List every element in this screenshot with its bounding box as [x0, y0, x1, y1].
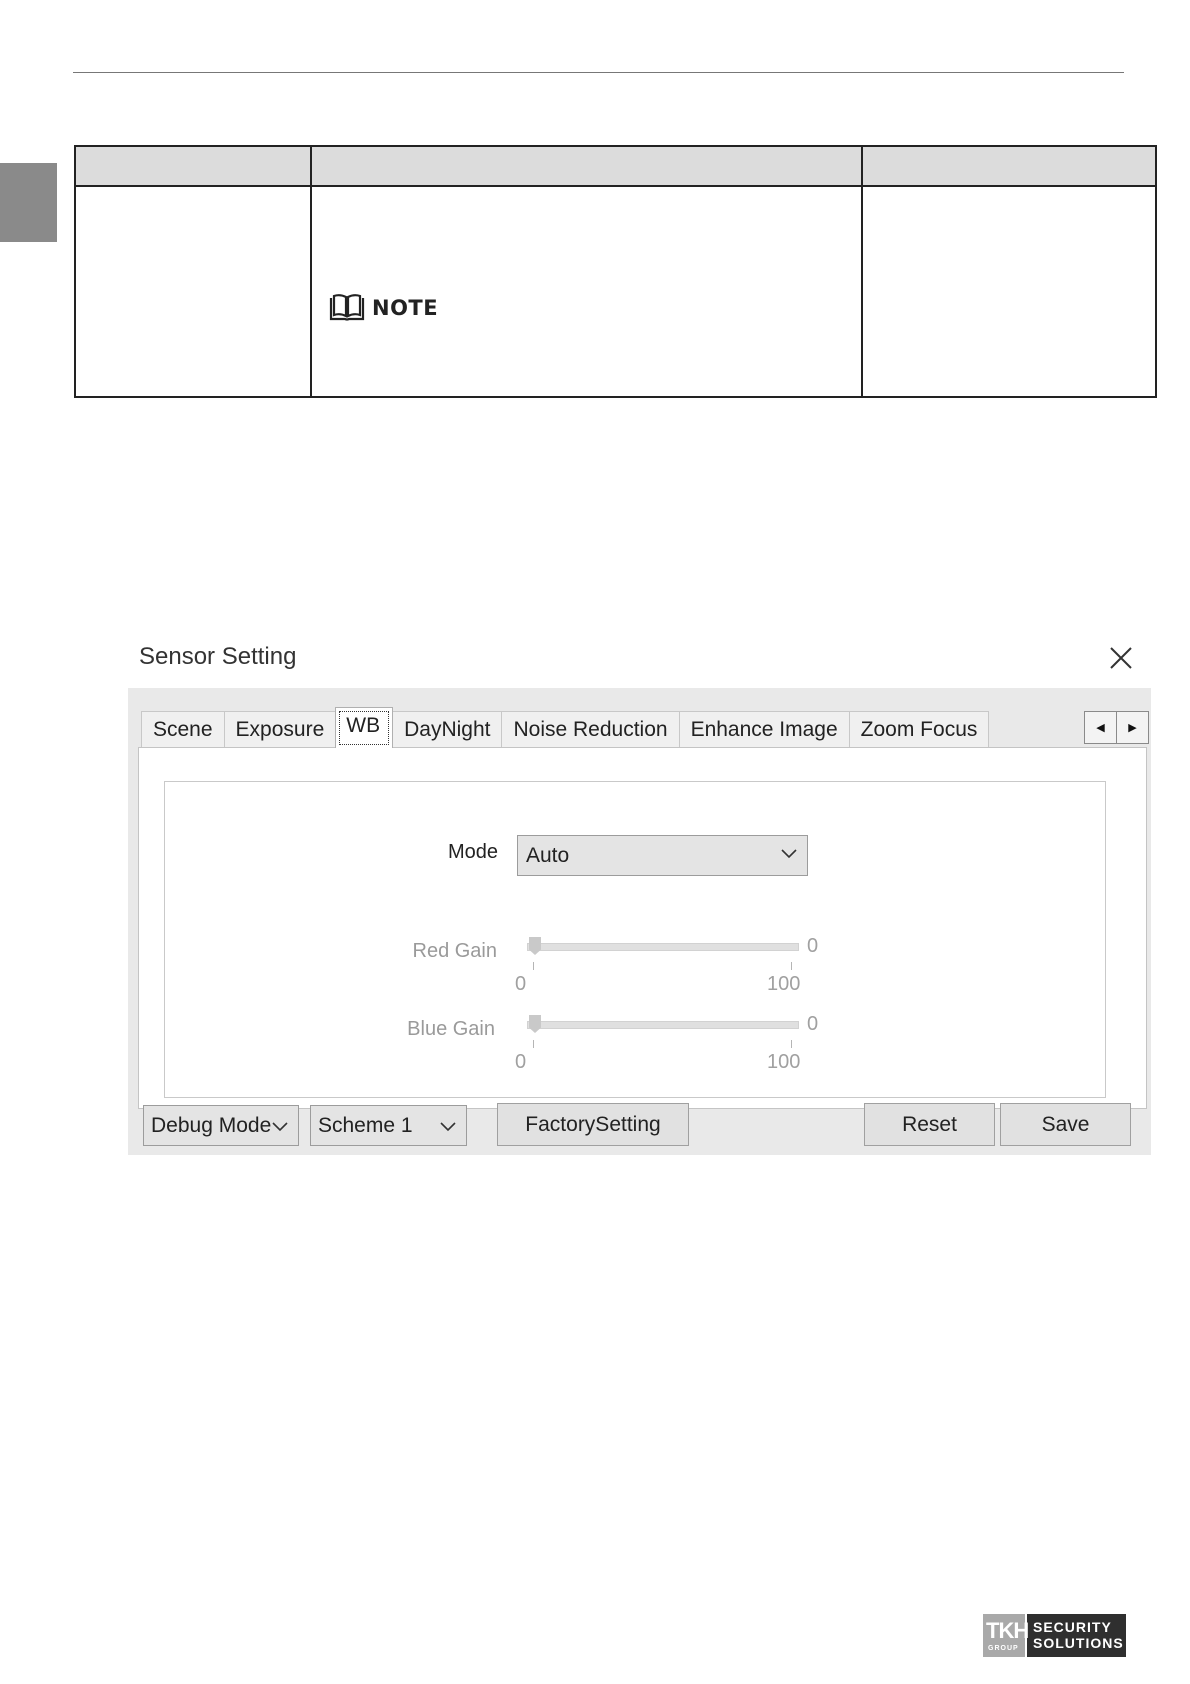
factory-setting-button[interactable]: FactorySetting — [497, 1103, 689, 1146]
blue-gain-max-label: 100 — [767, 1051, 801, 1073]
tab-scroll-left-button[interactable] — [1084, 711, 1117, 744]
blue-gain-min-label: 0 — [515, 1051, 527, 1073]
red-gain-value: 0 — [807, 935, 819, 957]
tab-strip — [141, 711, 989, 748]
close-icon[interactable] — [1106, 643, 1136, 673]
scheme-select-value: Scheme 1 — [318, 1113, 413, 1137]
tab-scroll-right-button[interactable] — [1116, 711, 1149, 744]
chevron-down-icon — [271, 1117, 289, 1135]
tkh-security-logo — [983, 1614, 1126, 1657]
table-cell — [862, 186, 1156, 397]
red-gain-max-label: 100 — [767, 973, 801, 995]
table-header-cell — [311, 146, 862, 186]
logo-text-block — [1027, 1614, 1126, 1657]
note-callout — [328, 293, 861, 323]
chevron-down-icon — [439, 1117, 457, 1135]
tab-zoom-focus[interactable]: Zoom Focus — [849, 711, 990, 747]
debug-mode-select-value: Debug Mode — [151, 1113, 272, 1137]
blue-gain-label: Blue Gain — [407, 1018, 495, 1040]
blue-gain-max-tick — [791, 1040, 792, 1048]
table-cell-description — [311, 186, 862, 397]
red-gain-slider[interactable] — [527, 943, 799, 951]
blue-gain-min-tick — [533, 1040, 534, 1048]
logo-line-1: SECURITY — [1033, 1619, 1112, 1635]
tab-scroll-arrows — [1084, 711, 1149, 744]
tab-exposure[interactable]: Exposure — [224, 711, 337, 747]
mode-select-value: Auto — [526, 843, 570, 867]
dialog-title: Sensor Setting — [139, 643, 297, 670]
logo-line-2: SOLUTIONS — [1033, 1635, 1124, 1651]
mode-label: Mode — [447, 841, 498, 863]
chevron-down-icon — [780, 844, 798, 862]
red-gain-label: Red Gain — [412, 940, 497, 962]
red-gain-min-tick — [533, 962, 534, 970]
table-cell — [75, 186, 311, 397]
reset-button[interactable]: Reset — [864, 1103, 995, 1146]
tab-noise-reduction[interactable]: Noise Reduction — [501, 711, 679, 747]
mode-select[interactable] — [517, 835, 808, 876]
chapter-side-tab — [0, 163, 57, 242]
table-header-row — [75, 146, 1156, 186]
save-button[interactable]: Save — [1000, 1103, 1131, 1146]
logo-mark: TKH — [986, 1618, 1029, 1643]
table-header-cell — [75, 146, 311, 186]
tab-enhance-image[interactable]: Enhance Image — [679, 711, 850, 747]
triangle-right-icon: ▶ — [1128, 722, 1137, 734]
parameter-table — [74, 145, 1157, 398]
blue-gain-value: 0 — [807, 1013, 819, 1035]
blue-gain-slider[interactable] — [527, 1021, 799, 1029]
tab-wb[interactable] — [335, 707, 393, 748]
red-gain-max-tick — [791, 962, 792, 970]
note-label: NOTE — [372, 296, 439, 320]
debug-mode-select[interactable] — [143, 1105, 299, 1146]
tab-daynight[interactable]: DayNight — [392, 711, 502, 747]
wb-settings-group — [164, 781, 1106, 1098]
tab-scene[interactable]: Scene — [141, 711, 225, 747]
tab-wb-label: WB — [339, 711, 389, 745]
red-gain-min-label: 0 — [515, 973, 527, 995]
table-row — [75, 186, 1156, 397]
scheme-select[interactable] — [310, 1105, 467, 1146]
header-rule — [73, 72, 1124, 73]
logo-group-text: GROUP — [988, 1645, 1019, 1652]
triangle-left-icon: ◀ — [1096, 722, 1105, 734]
logo-mark-block — [983, 1614, 1029, 1657]
book-icon — [328, 293, 366, 323]
table-header-cell — [862, 146, 1156, 186]
